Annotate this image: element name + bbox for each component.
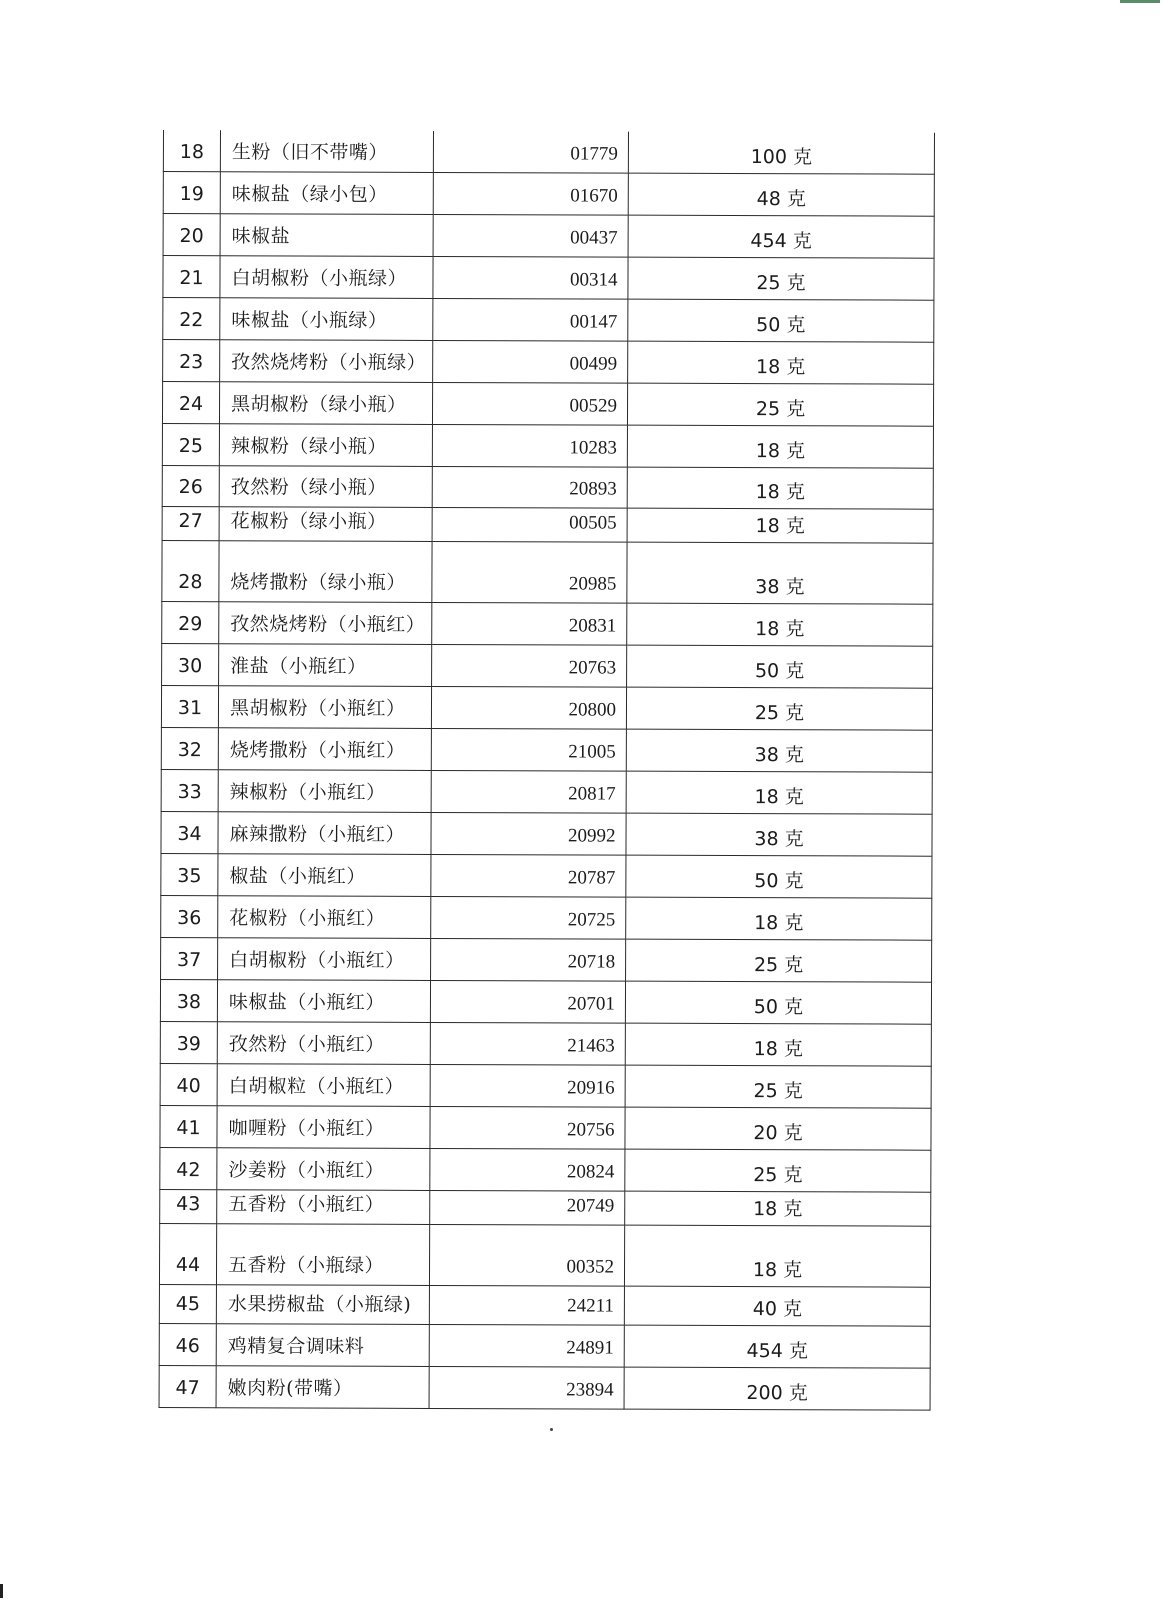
- spec-unit: 克: [792, 229, 812, 252]
- product-spec: [624, 1367, 930, 1410]
- spec-weight: 38: [755, 575, 780, 598]
- row-number: 24: [162, 381, 219, 423]
- row-number: 34: [161, 811, 218, 853]
- product-name: 味椒盐（小瓶红）: [217, 979, 430, 1022]
- product-code: 20787: [431, 854, 626, 897]
- product-code: 00499: [433, 340, 628, 383]
- product-code: 20718: [431, 938, 626, 981]
- spec-unit: 克: [783, 1197, 803, 1220]
- table-row: [163, 171, 934, 216]
- spec-weight: 50: [753, 995, 779, 1018]
- product-spec: [626, 855, 932, 898]
- product-code: 00437: [433, 214, 628, 257]
- product-code: 01670: [433, 172, 628, 215]
- spec-unit: 克: [783, 1121, 803, 1144]
- spec-unit: 克: [786, 313, 806, 336]
- table-row: [159, 1223, 930, 1287]
- product-code: 00147: [433, 298, 628, 341]
- product-name: 孜然粉（绿小瓶）: [219, 465, 432, 507]
- product-name: 花椒粉（小瓶红）: [218, 895, 431, 938]
- row-number: 43: [160, 1189, 217, 1223]
- row-number: 44: [159, 1223, 216, 1284]
- spec-weight: 18: [753, 1197, 778, 1220]
- product-spec: [626, 897, 932, 940]
- product-spec: [626, 939, 932, 982]
- spec-unit: 克: [785, 575, 805, 598]
- row-number: 31: [161, 685, 218, 727]
- spec-weight: 454: [750, 229, 787, 252]
- product-name: 黑胡椒粉（绿小瓶）: [219, 381, 432, 424]
- spec-unit: 克: [785, 514, 805, 537]
- product-code: 20725: [431, 896, 626, 939]
- product-name: 味椒盐: [220, 213, 433, 256]
- product-code: 00505: [432, 507, 627, 542]
- row-number: 33: [161, 769, 218, 811]
- spec-weight: 18: [755, 439, 780, 462]
- spec-unit: 克: [793, 145, 813, 168]
- product-code: 20749: [430, 1190, 625, 1225]
- product-name: 淮盐（小瓶红）: [219, 643, 432, 686]
- spec-unit: 克: [784, 827, 804, 850]
- row-number: 42: [160, 1147, 217, 1189]
- spec-unit: 克: [786, 397, 806, 420]
- product-spec: [628, 132, 934, 174]
- product-name: 白胡椒粉（小瓶绿）: [220, 255, 433, 298]
- row-number: 39: [160, 1021, 217, 1063]
- spec-weight: 48: [756, 187, 781, 210]
- product-spec: [628, 173, 934, 216]
- spec-weight: 200: [746, 1381, 783, 1404]
- table-row: [160, 1105, 931, 1150]
- product-code: 20701: [430, 980, 625, 1023]
- product-spec: [625, 1107, 931, 1150]
- spec-weight: 38: [754, 827, 779, 850]
- product-code: 20756: [430, 1106, 625, 1149]
- spec-unit: 克: [788, 1339, 808, 1362]
- spec-weight: 18: [752, 1258, 778, 1281]
- product-spec: [626, 729, 932, 772]
- product-code: 00529: [432, 382, 627, 425]
- product-spec: [628, 257, 934, 300]
- spec-unit: 克: [785, 701, 805, 724]
- product-spec: [625, 1191, 931, 1226]
- spec-unit: 克: [785, 659, 805, 682]
- table-row: [161, 685, 932, 730]
- product-name: 椒盐（小瓶红）: [218, 853, 431, 896]
- table-row: [163, 339, 934, 384]
- product-code: 20763: [432, 644, 627, 687]
- row-number: 41: [160, 1105, 217, 1147]
- product-name: 黑胡椒粉（小瓶红）: [218, 685, 431, 728]
- spec-unit: 克: [783, 1163, 803, 1186]
- product-code: 20985: [432, 541, 627, 603]
- spec-weight: 18: [753, 1037, 778, 1060]
- table-row: [163, 255, 934, 300]
- spec-weight: 40: [752, 1297, 777, 1320]
- table-row: [161, 727, 932, 772]
- row-number: 46: [159, 1323, 216, 1365]
- product-code: 00352: [429, 1224, 624, 1286]
- product-spec: [626, 687, 932, 730]
- spec-weight: 18: [755, 480, 780, 503]
- table-row: [162, 465, 933, 509]
- spec-unit: 克: [785, 480, 805, 503]
- row-number: 40: [160, 1063, 217, 1105]
- spec-weight: 25: [753, 1079, 778, 1102]
- spec-unit: 克: [786, 271, 806, 294]
- row-number: 25: [162, 423, 219, 465]
- spec-unit: 克: [784, 995, 804, 1018]
- row-number: 29: [162, 601, 219, 643]
- product-code: 20992: [431, 812, 626, 855]
- product-spec: [625, 1023, 931, 1066]
- spec-weight: 50: [756, 313, 781, 336]
- spec-unit: 克: [784, 785, 804, 808]
- product-name: 烧烤撒粉（小瓶红）: [218, 727, 431, 770]
- spec-unit: 克: [785, 439, 806, 462]
- product-name: 麻辣撒粉（小瓶红）: [218, 811, 431, 854]
- row-number: 23: [163, 339, 220, 381]
- spec-unit: 克: [786, 187, 806, 210]
- table-row: [159, 1323, 930, 1368]
- row-number: 20: [163, 213, 220, 255]
- product-name: 嫩肉粉(带嘴）: [216, 1365, 429, 1408]
- product-code: 20824: [430, 1148, 625, 1191]
- product-name: 白胡椒粒（小瓶红）: [217, 1063, 430, 1106]
- table-row: [162, 423, 933, 468]
- product-name: 鸡精复合调味料: [216, 1323, 429, 1366]
- product-spec: [624, 1225, 930, 1287]
- row-number: 47: [159, 1365, 216, 1407]
- spec-unit: 克: [783, 1258, 803, 1281]
- spec-weight: 454: [746, 1339, 783, 1362]
- table-row: [161, 811, 932, 856]
- table-row: [160, 1147, 931, 1192]
- product-code: 20916: [430, 1064, 625, 1107]
- product-code: 20831: [432, 602, 627, 645]
- spec-weight: 18: [754, 911, 779, 934]
- product-name: 五香粉（小瓶绿）: [216, 1223, 429, 1285]
- table-row: [162, 540, 933, 604]
- product-code: 20800: [431, 686, 626, 729]
- table-row: [163, 130, 934, 174]
- product-spec: [627, 645, 933, 688]
- spec-weight: 18: [756, 355, 781, 378]
- spec-unit: 克: [784, 911, 804, 934]
- spec-weight: 25: [754, 701, 780, 724]
- product-spec: [627, 425, 933, 468]
- table-row: [161, 937, 932, 982]
- spec-weight: 50: [754, 659, 780, 682]
- row-number: 45: [159, 1284, 216, 1323]
- row-number: 18: [163, 130, 220, 171]
- spec-weight: 18: [755, 617, 780, 640]
- table-row: [162, 506, 933, 543]
- table-row: [160, 1189, 931, 1226]
- spec-unit: 克: [783, 1079, 803, 1102]
- product-spec: [627, 467, 933, 509]
- product-spec: [627, 542, 933, 604]
- product-spec: [624, 1325, 930, 1368]
- row-number: 38: [160, 979, 217, 1021]
- spec-unit: 克: [786, 355, 806, 378]
- table-row: [161, 895, 932, 940]
- product-name: 白胡椒粉（小瓶红）: [218, 937, 431, 980]
- row-number: 21: [163, 255, 220, 297]
- product-spec: [627, 508, 933, 543]
- product-code: 01779: [433, 131, 628, 173]
- product-spec: [627, 383, 933, 426]
- spec-weight: 100: [750, 145, 788, 168]
- product-spec: [628, 215, 934, 258]
- spec-weight: 20: [753, 1121, 778, 1144]
- table-row: [161, 769, 932, 814]
- product-name: 辣椒粉（小瓶红）: [218, 769, 431, 812]
- product-table: [159, 130, 935, 1410]
- row-number: 32: [161, 727, 218, 769]
- product-table-body: [159, 130, 934, 1410]
- spec-weight: 25: [753, 1163, 778, 1186]
- row-number: 26: [162, 465, 219, 506]
- row-number: 28: [162, 540, 219, 601]
- product-name: 孜然烧烤粉（小瓶绿）: [220, 339, 433, 382]
- product-code: 21463: [430, 1022, 625, 1065]
- product-spec: [628, 341, 934, 384]
- table-row: [160, 1063, 931, 1108]
- product-code: 21005: [431, 728, 626, 771]
- table-row: [162, 643, 933, 688]
- table-row: [159, 1365, 930, 1410]
- spec-weight: 18: [754, 785, 779, 808]
- spec-unit: 克: [785, 617, 805, 640]
- spec-unit: 克: [784, 869, 804, 892]
- spec-weight: 50: [754, 869, 779, 892]
- scan-edge-mark: [0, 1584, 3, 1598]
- product-code: 20817: [431, 770, 626, 813]
- spec-weight: 38: [754, 743, 779, 766]
- spec-weight: 25: [755, 397, 781, 420]
- product-name: 咖喱粉（小瓶红）: [217, 1105, 430, 1148]
- spec-weight: 18: [755, 514, 780, 537]
- product-name: 味椒盐（绿小包）: [220, 171, 433, 214]
- scan-edge-mark: [1120, 0, 1160, 3]
- product-code: 23894: [429, 1366, 624, 1409]
- table-row: [162, 601, 933, 646]
- table-row: [162, 381, 933, 426]
- spec-unit: 克: [784, 953, 804, 976]
- product-name: 孜然粉（小瓶红）: [217, 1021, 430, 1064]
- table-row: [163, 297, 934, 342]
- product-spec: [627, 603, 933, 646]
- row-number: 19: [163, 171, 220, 213]
- table-row: [160, 1021, 931, 1066]
- spec-unit: 克: [782, 1297, 803, 1320]
- product-name: 水果捞椒盐（小瓶绿): [216, 1284, 429, 1324]
- spec-unit: 克: [783, 1037, 803, 1060]
- table-row: [163, 213, 934, 258]
- table-row: [160, 979, 931, 1024]
- product-code: 20893: [432, 466, 627, 508]
- product-name: 五香粉（小瓶红）: [217, 1189, 430, 1224]
- row-number: 35: [161, 853, 218, 895]
- spec-unit: 克: [784, 743, 804, 766]
- product-spec: [625, 981, 931, 1024]
- scan-speck: [550, 1428, 553, 1431]
- product-code: 24891: [429, 1324, 624, 1367]
- row-number: 30: [162, 643, 219, 685]
- product-name: 沙姜粉（小瓶红）: [217, 1147, 430, 1190]
- row-number: 36: [161, 895, 218, 937]
- product-spec: [625, 1065, 931, 1108]
- spec-unit: 克: [788, 1381, 808, 1404]
- product-code: 00314: [433, 256, 628, 299]
- product-name: 味椒盐（小瓶绿）: [220, 297, 433, 340]
- product-name: 辣椒粉（绿小瓶）: [219, 423, 432, 466]
- row-number: 22: [163, 297, 220, 339]
- product-spec: [626, 771, 932, 814]
- product-spec: [628, 299, 934, 342]
- row-number: 37: [161, 937, 218, 979]
- product-spec: [625, 1149, 931, 1192]
- product-spec: [626, 813, 932, 856]
- product-name: 生粉（旧不带嘴）: [220, 130, 433, 172]
- row-number: 27: [162, 506, 219, 540]
- product-name: 孜然烧烤粉（小瓶红）: [219, 601, 432, 644]
- product-code: 24211: [429, 1285, 624, 1325]
- product-code: 10283: [432, 424, 627, 467]
- product-name: 花椒粉（绿小瓶）: [219, 506, 432, 541]
- product-name: 烧烤撒粉（绿小瓶）: [219, 540, 432, 602]
- spec-weight: 25: [753, 953, 779, 976]
- table-row: [159, 1284, 930, 1326]
- product-spec: [624, 1286, 930, 1326]
- spec-weight: 25: [756, 271, 781, 294]
- table-row: [161, 853, 932, 898]
